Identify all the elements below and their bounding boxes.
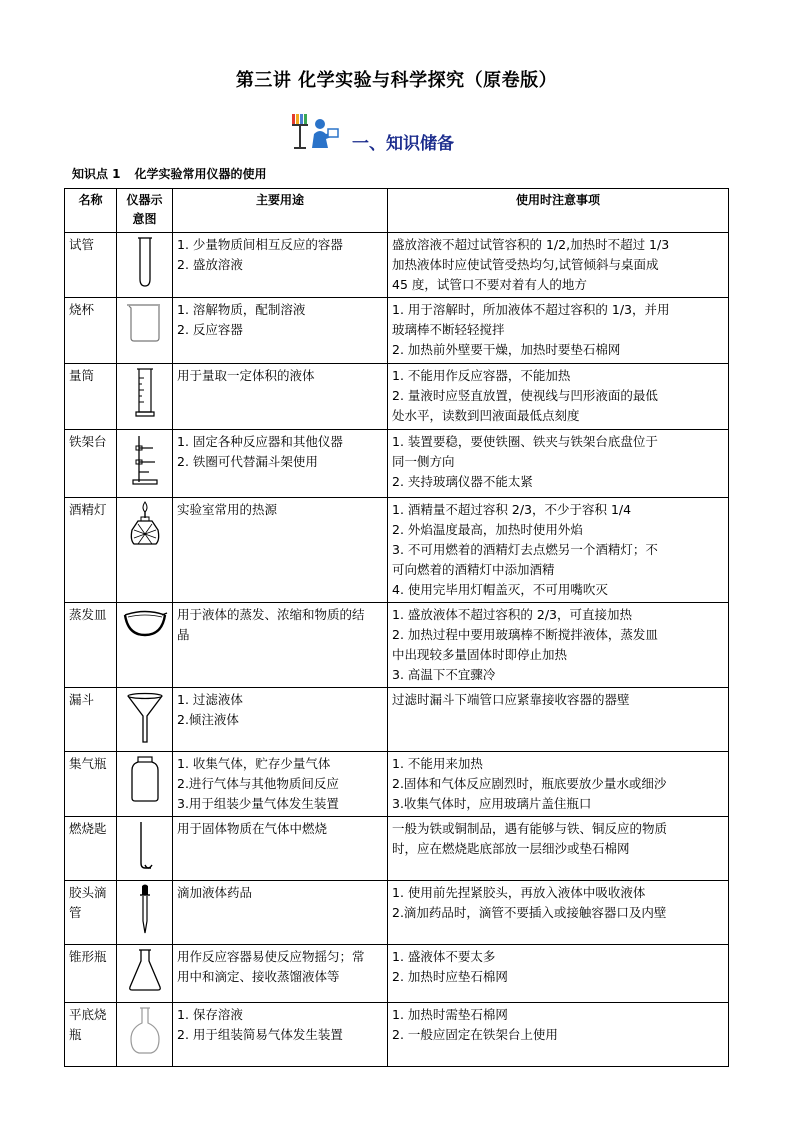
- reading-person-icon: [290, 112, 346, 152]
- graduated-cylinder-icon: [132, 366, 158, 420]
- table-row: 燃烧匙 用于固体物质在气体中燃烧 一般为铁或铜制品，遇有能够与铁、铜反应的物质 时，应在燃烧匙底部放一层细沙或垫石棉网: [65, 817, 729, 881]
- instrument-name: 锥形瓶: [65, 945, 117, 1003]
- gas-jar-icon: [129, 754, 161, 804]
- table-header-row: [65, 189, 729, 233]
- beaker-icon: [125, 300, 165, 344]
- flat-bottom-flask-icon: [127, 1005, 163, 1057]
- funnel-icon: [125, 690, 165, 744]
- instrument-name: 集气瓶: [65, 752, 117, 817]
- instrument-name: 平底烧 瓶: [65, 1003, 117, 1067]
- combustion-spoon-icon: [133, 819, 157, 873]
- table-row: 烧杯 1. 溶解物质，配制溶液 2. 反应容器 1. 用于溶解时，所加液体不超过容积的 1/3，并用 玻璃棒不断轻轻搅拌 2. 加热前外壁要干燥，加热时要垫石棉网: [65, 298, 729, 364]
- dropper-icon: [135, 883, 155, 937]
- test-tube-icon: [135, 235, 155, 289]
- conical-flask-icon: [127, 947, 163, 993]
- evaporating-dish-icon: [122, 605, 168, 639]
- page-title: 第三讲 化学实验与科学探究（原卷版）: [235, 70, 558, 91]
- instrument-name: 量筒: [65, 364, 117, 430]
- header-use: 主要用途: [173, 189, 388, 233]
- table-row: 量筒 用于量取一定体积的液体 1. 不能用作反应容器，不能加热 2. 量液时应竖直放置，使视线与凹形液面的最低 处水平，读数到凹液面最低点刻度: [65, 364, 729, 430]
- instrument-name: 漏斗: [65, 688, 117, 752]
- knowledge-point-title: 化学实验常用仪器的使用: [134, 167, 267, 181]
- instrument-name: 酒精灯: [65, 498, 117, 603]
- table-row: 试管 1. 少量物质间相互反应的容器 2. 盛放溶液 盛放溶液不超过试管容积的 1/2,加热时不超过 1/3 加热液体时应使试管受热均匀,试管倾斜与桌面成 45 度，试管口不要对着有人的地方: [65, 233, 729, 298]
- header-name: 名称: [65, 189, 117, 233]
- knowledge-point-number: 知识点 1: [72, 167, 121, 181]
- instrument-name: 蒸发皿: [65, 603, 117, 688]
- table-row: 锥形瓶 用作反应容器易使反应物摇匀；常 用中和滴定、接收蒸馏液体等 1. 盛液体不要太多 2. 加热时应垫石棉网: [65, 945, 729, 1003]
- header-image: 仪器示 意图: [117, 189, 173, 233]
- table-row: 酒精灯 实验室常用的热源 1. 酒精量不超过容积 2/3，不少于容积 1/4 2. 外焰温度最高，加热时使用外焰 3. 不可用燃着的酒精灯去点燃另一个酒精灯；不 可向燃着的酒精灯中添加酒精 4. 使用完毕用灯帽盖灭，不可用嘴吹灭: [65, 498, 729, 603]
- alcohol-lamp-icon: [126, 500, 164, 548]
- knowledge-point-heading: [72, 165, 267, 182]
- instrument-table: [64, 188, 729, 1067]
- instrument-name: 试管: [65, 233, 117, 298]
- table-row: 漏斗 1. 过滤液体 2.倾注液体 过滤时漏斗下端管口应紧靠接收容器的器壁: [65, 688, 729, 752]
- table-row: 蒸发皿 用于液体的蒸发、浓缩和物质的结 晶 1. 盛放液体不超过容积的 2/3，可直接加热 2. 加热过程中要用玻璃棒不断搅拌液体，蒸发皿 中出现较多量固体时即停止加热 3. 高温下不宜骤冷: [65, 603, 729, 688]
- instrument-name: 烧杯: [65, 298, 117, 364]
- table-row: 铁架台 1. 固定各种反应器和其他仪器 2. 铁圈可代替漏斗架使用 1. 装置要稳，要使铁圈、铁夹与铁架台底盘位于 同一侧方向 2. 夹持玻璃仪器不能太紧: [65, 430, 729, 498]
- header-notes: 使用时注意事项: [388, 189, 729, 233]
- instrument-name: 胶头滴 管: [65, 881, 117, 945]
- section-header: [290, 112, 454, 152]
- iron-stand-icon: [129, 432, 161, 488]
- table-row: 集气瓶 1. 收集气体，贮存少量气体 2.进行气体与其他物质间反应 3.用于组装少量气体发生装置 1. 不能用来加热 2.固体和气体反应剧烈时，瓶底要放少量水或细沙 3.收集气体时，应用玻璃片盖住瓶口: [65, 752, 729, 817]
- section-title: 一、知识储备: [352, 133, 454, 154]
- instrument-name: 铁架台: [65, 430, 117, 498]
- table-row: 胶头滴 管 滴加液体药品 1. 使用前先捏紧胶头，再放入液体中吸收液体 2.滴加药品时，滴管不要插入或接触容器口及内壁: [65, 881, 729, 945]
- table-row: 平底烧 瓶 1. 保存溶液 2. 用于组装简易气体发生装置 1. 加热时需垫石棉网 2. 一般应固定在铁架台上使用: [65, 1003, 729, 1067]
- instrument-name: 燃烧匙: [65, 817, 117, 881]
